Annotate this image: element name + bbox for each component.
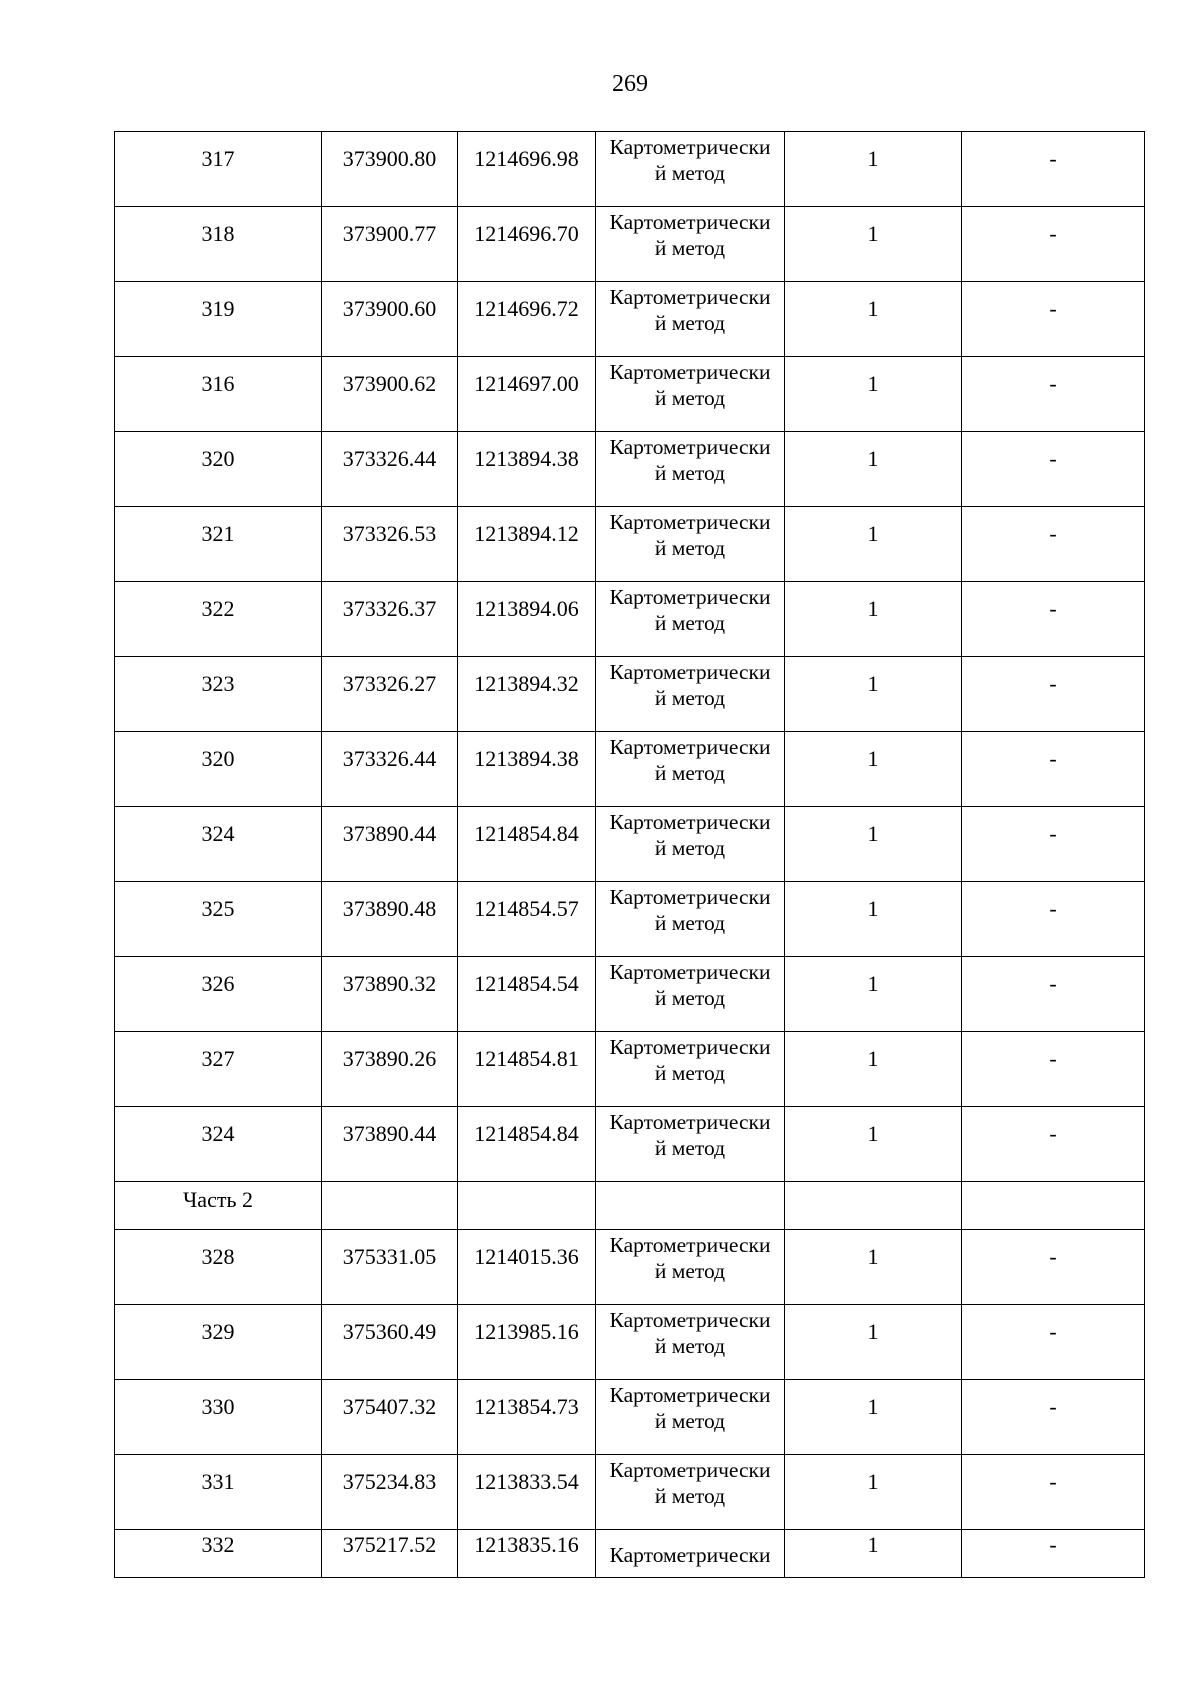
method-cell xyxy=(596,357,785,432)
y-coordinate-cell: 1214696.72 xyxy=(458,282,596,357)
method-line-2: й метод xyxy=(654,461,726,485)
table-row xyxy=(115,1032,1145,1107)
y-coordinate-cell: 1214697.00 xyxy=(458,357,596,432)
method-line-1: Картометрически xyxy=(609,885,771,909)
table-row xyxy=(115,882,1145,957)
table-row xyxy=(115,1230,1145,1305)
note-cell: - xyxy=(962,1380,1145,1455)
accuracy-cell: 1 xyxy=(785,1107,962,1182)
table-cell xyxy=(322,1182,458,1230)
accuracy-cell: 1 xyxy=(785,1455,962,1530)
method-line-2: й метод xyxy=(654,536,726,560)
method-line-2: й метод xyxy=(654,1334,726,1358)
y-coordinate-cell: 1214854.84 xyxy=(458,1107,596,1182)
x-coordinate-cell: 373900.80 xyxy=(322,132,458,207)
method-line-1: Картометрически xyxy=(609,210,771,234)
method-line-2: й метод xyxy=(654,311,726,335)
method-line-2: й метод xyxy=(654,611,726,635)
note-cell: - xyxy=(962,1305,1145,1380)
method-cell xyxy=(596,957,785,1032)
method-line-2: й метод xyxy=(654,236,726,260)
accuracy-cell: 1 xyxy=(785,432,962,507)
point-number-cell: 322 xyxy=(115,582,322,657)
note-cell: - xyxy=(962,1455,1145,1530)
x-coordinate-cell: 373326.44 xyxy=(322,732,458,807)
table-row xyxy=(115,282,1145,357)
method-line-1: Картометрически xyxy=(609,735,771,759)
coordinates-table-body xyxy=(115,132,1145,1578)
method-line-2: й метод xyxy=(654,686,726,710)
method-line-1: Картометрически xyxy=(609,1543,771,1567)
method-cell xyxy=(596,582,785,657)
method-line-2: й метод xyxy=(654,161,726,185)
point-number-cell: 318 xyxy=(115,207,322,282)
point-number-cell: 328 xyxy=(115,1230,322,1305)
note-cell: - xyxy=(962,807,1145,882)
method-cell xyxy=(596,282,785,357)
y-coordinate-cell: 1214854.54 xyxy=(458,957,596,1032)
point-number-cell: 320 xyxy=(115,732,322,807)
note-cell: - xyxy=(962,1032,1145,1107)
table-row xyxy=(115,432,1145,507)
y-coordinate-cell: 1214854.57 xyxy=(458,882,596,957)
point-number-cell: 325 xyxy=(115,882,322,957)
note-cell: - xyxy=(962,1230,1145,1305)
point-number-cell: 332 xyxy=(115,1530,322,1578)
method-line-1: Картометрически xyxy=(609,1458,771,1482)
y-coordinate-cell: 1214854.84 xyxy=(458,807,596,882)
x-coordinate-cell: 375407.32 xyxy=(322,1380,458,1455)
note-cell: - xyxy=(962,582,1145,657)
table-row xyxy=(115,507,1145,582)
y-coordinate-cell: 1213835.16 xyxy=(458,1530,596,1578)
y-coordinate-cell: 1214015.36 xyxy=(458,1230,596,1305)
method-line-1: Картометрически xyxy=(609,1035,771,1059)
point-number-cell: 326 xyxy=(115,957,322,1032)
accuracy-cell: 1 xyxy=(785,807,962,882)
x-coordinate-cell: 375360.49 xyxy=(322,1305,458,1380)
table-row xyxy=(115,957,1145,1032)
y-coordinate-cell: 1214696.70 xyxy=(458,207,596,282)
x-coordinate-cell: 373326.53 xyxy=(322,507,458,582)
note-cell: - xyxy=(962,132,1145,207)
section-row-part-2 xyxy=(115,1182,1145,1230)
point-number-cell: 320 xyxy=(115,432,322,507)
x-coordinate-cell: 373326.44 xyxy=(322,432,458,507)
y-coordinate-cell: 1213894.06 xyxy=(458,582,596,657)
method-cell xyxy=(596,1305,785,1380)
method-line-2: й метод xyxy=(654,1484,726,1508)
section-label: Часть 2 xyxy=(115,1182,322,1230)
x-coordinate-cell: 373900.77 xyxy=(322,207,458,282)
point-number-cell: 319 xyxy=(115,282,322,357)
accuracy-cell: 1 xyxy=(785,1380,962,1455)
accuracy-cell: 1 xyxy=(785,507,962,582)
method-cell xyxy=(596,207,785,282)
table-row xyxy=(115,1107,1145,1182)
method-line-1: Картометрически xyxy=(609,435,771,459)
note-cell: - xyxy=(962,957,1145,1032)
accuracy-cell: 1 xyxy=(785,657,962,732)
table-cell xyxy=(596,1182,785,1230)
table-cell xyxy=(458,1182,596,1230)
accuracy-cell: 1 xyxy=(785,1230,962,1305)
method-cell xyxy=(596,1230,785,1305)
note-cell: - xyxy=(962,1107,1145,1182)
table-row xyxy=(115,1305,1145,1380)
method-line-2: й метод xyxy=(654,1409,726,1433)
y-coordinate-cell: 1214696.98 xyxy=(458,132,596,207)
method-line-2: й метод xyxy=(654,911,726,935)
method-cell xyxy=(596,1380,785,1455)
x-coordinate-cell: 373900.62 xyxy=(322,357,458,432)
x-coordinate-cell: 373890.26 xyxy=(322,1032,458,1107)
accuracy-cell: 1 xyxy=(785,1530,962,1578)
accuracy-cell: 1 xyxy=(785,882,962,957)
note-cell: - xyxy=(962,357,1145,432)
point-number-cell: 324 xyxy=(115,807,322,882)
method-cell xyxy=(596,732,785,807)
accuracy-cell: 1 xyxy=(785,132,962,207)
method-line-1: Картометрически xyxy=(609,585,771,609)
method-line-1: Картометрически xyxy=(609,285,771,309)
method-cell xyxy=(596,1530,785,1578)
method-line-1: Картометрически xyxy=(609,135,771,159)
point-number-cell: 331 xyxy=(115,1455,322,1530)
method-cell xyxy=(596,657,785,732)
point-number-cell: 317 xyxy=(115,132,322,207)
point-number-cell: 323 xyxy=(115,657,322,732)
method-cell xyxy=(596,882,785,957)
x-coordinate-cell: 375217.52 xyxy=(322,1530,458,1578)
page-number: 269 xyxy=(612,71,648,97)
accuracy-cell: 1 xyxy=(785,207,962,282)
table-row xyxy=(115,132,1145,207)
method-line-1: Картометрически xyxy=(609,660,771,684)
method-line-2: й метод xyxy=(654,386,726,410)
x-coordinate-cell: 373890.48 xyxy=(322,882,458,957)
y-coordinate-cell: 1213833.54 xyxy=(458,1455,596,1530)
method-line-2: й метод xyxy=(654,1259,726,1283)
method-line-2: й метод xyxy=(654,761,726,785)
method-line-1: Картометрически xyxy=(609,1110,771,1134)
coordinates-table xyxy=(114,131,1145,1578)
accuracy-cell: 1 xyxy=(785,582,962,657)
method-line-1: Картометрически xyxy=(609,1233,771,1257)
method-line-2: й метод xyxy=(654,986,726,1010)
method-cell xyxy=(596,132,785,207)
table-row xyxy=(115,582,1145,657)
x-coordinate-cell: 373900.60 xyxy=(322,282,458,357)
point-number-cell: 330 xyxy=(115,1380,322,1455)
table-cell xyxy=(785,1182,962,1230)
table-row xyxy=(115,1380,1145,1455)
method-cell xyxy=(596,1455,785,1530)
note-cell: - xyxy=(962,282,1145,357)
table-row xyxy=(115,357,1145,432)
note-cell: - xyxy=(962,432,1145,507)
method-line-1: Картометрически xyxy=(609,810,771,834)
method-cell xyxy=(596,1107,785,1182)
method-cell xyxy=(596,432,785,507)
x-coordinate-cell: 373890.44 xyxy=(322,807,458,882)
table-row xyxy=(115,1530,1145,1578)
point-number-cell: 327 xyxy=(115,1032,322,1107)
method-line-1: Картометрически xyxy=(609,1308,771,1332)
note-cell: - xyxy=(962,882,1145,957)
table-row xyxy=(115,807,1145,882)
table-row xyxy=(115,207,1145,282)
x-coordinate-cell: 373326.37 xyxy=(322,582,458,657)
method-line-1: Картометрически xyxy=(609,1383,771,1407)
y-coordinate-cell: 1213854.73 xyxy=(458,1380,596,1455)
y-coordinate-cell: 1213894.12 xyxy=(458,507,596,582)
accuracy-cell: 1 xyxy=(785,1032,962,1107)
note-cell: - xyxy=(962,507,1145,582)
note-cell: - xyxy=(962,1530,1145,1578)
method-line-2: й метод xyxy=(654,836,726,860)
method-cell xyxy=(596,507,785,582)
point-number-cell: 329 xyxy=(115,1305,322,1380)
accuracy-cell: 1 xyxy=(785,732,962,807)
accuracy-cell: 1 xyxy=(785,957,962,1032)
x-coordinate-cell: 373890.32 xyxy=(322,957,458,1032)
method-line-1: Картометрически xyxy=(609,960,771,984)
table-cell xyxy=(962,1182,1145,1230)
note-cell: - xyxy=(962,657,1145,732)
table-row xyxy=(115,1455,1145,1530)
y-coordinate-cell: 1213894.32 xyxy=(458,657,596,732)
note-cell: - xyxy=(962,207,1145,282)
method-line-2: й метод xyxy=(654,1061,726,1085)
method-line-2: й метод xyxy=(654,1136,726,1160)
table-row xyxy=(115,657,1145,732)
method-line-1: Картометрически xyxy=(609,510,771,534)
y-coordinate-cell: 1213894.38 xyxy=(458,732,596,807)
method-cell xyxy=(596,1032,785,1107)
y-coordinate-cell: 1214854.81 xyxy=(458,1032,596,1107)
accuracy-cell: 1 xyxy=(785,357,962,432)
point-number-cell: 324 xyxy=(115,1107,322,1182)
y-coordinate-cell: 1213894.38 xyxy=(458,432,596,507)
accuracy-cell: 1 xyxy=(785,282,962,357)
note-cell: - xyxy=(962,732,1145,807)
method-cell xyxy=(596,807,785,882)
x-coordinate-cell: 375234.83 xyxy=(322,1455,458,1530)
x-coordinate-cell: 373890.44 xyxy=(322,1107,458,1182)
method-line-1: Картометрически xyxy=(609,360,771,384)
x-coordinate-cell: 373326.27 xyxy=(322,657,458,732)
y-coordinate-cell: 1213985.16 xyxy=(458,1305,596,1380)
point-number-cell: 316 xyxy=(115,357,322,432)
table-row xyxy=(115,732,1145,807)
point-number-cell: 321 xyxy=(115,507,322,582)
accuracy-cell: 1 xyxy=(785,1305,962,1380)
x-coordinate-cell: 375331.05 xyxy=(322,1230,458,1305)
